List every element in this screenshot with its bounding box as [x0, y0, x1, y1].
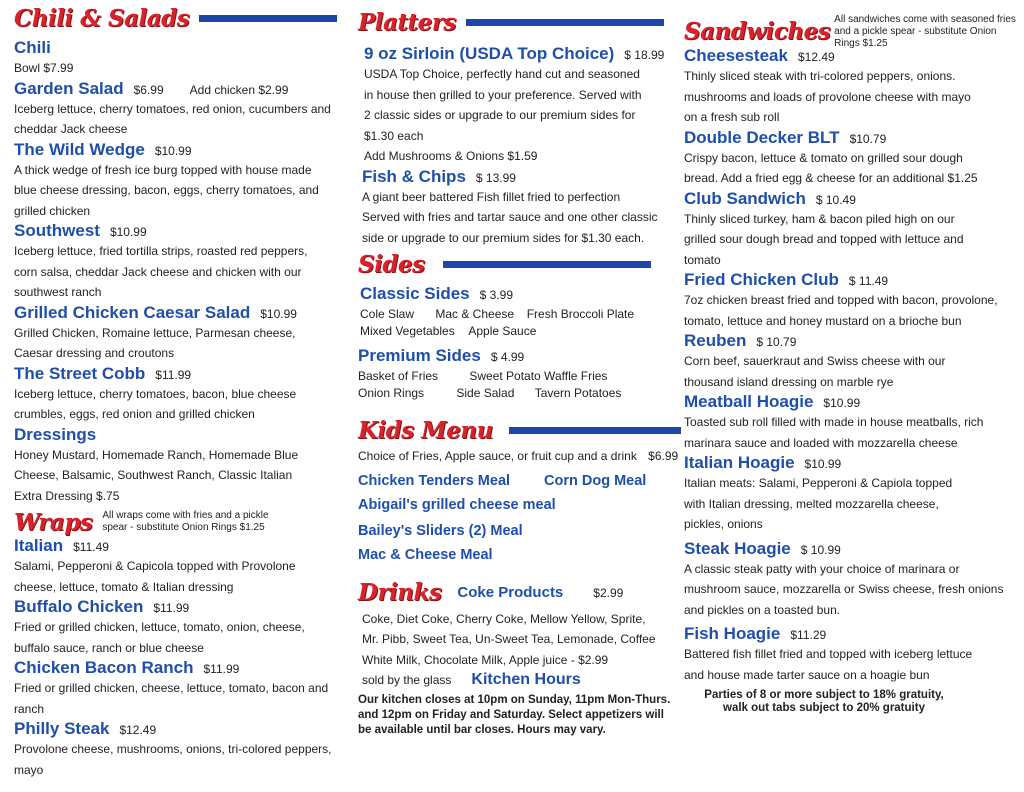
column-chili-salads-wraps	[14, 0, 332, 780]
drink-name: Coke Products	[457, 584, 564, 601]
divider-bar	[509, 427, 681, 434]
section-title: Sandwiches	[684, 18, 831, 45]
kids-price: $6.99	[648, 449, 679, 463]
item-price: $11.99	[155, 367, 192, 382]
section-title: Platters	[358, 8, 456, 36]
section-note: All wraps come with fries and a pickle spear - substitute Onion Rings $1.25	[102, 510, 269, 533]
item-name: Cheesesteak	[684, 46, 788, 65]
item-price: $ 18.99	[624, 48, 665, 62]
column-sandwiches	[684, 0, 1016, 715]
section-title: Kids Menu	[358, 416, 493, 444]
item-desc: 7oz chicken breast fried and topped with bacon, provolone, tomato, lettuce and honey mustard on a brioche bun	[684, 293, 998, 328]
item-desc: A thick wedge of fresh ice burg topped with house made blue cheese dressing, bacon, eggs, cherry tomatoes, and grilled chicken	[14, 162, 319, 218]
divider-bar	[199, 15, 337, 22]
menu-item-italian-wrap	[14, 536, 332, 597]
kids-menu-list	[358, 446, 680, 567]
side-option: Fresh Broccoli Plate	[526, 307, 635, 321]
menu-item-cheesesteak	[684, 46, 1016, 128]
item-desc: Corn beef, sauerkraut and Swiss cheese with our thousand island dressing on marble rye	[684, 354, 946, 389]
side-option: Cole Slaw	[360, 307, 415, 321]
item-name: The Wild Wedge	[14, 139, 145, 159]
item-desc: Grilled Chicken, Romaine lettuce, Parmesan cheese, Caesar dressing and croutons	[14, 325, 296, 360]
section-title: Sides	[358, 250, 425, 278]
item-price: $11.99	[153, 601, 190, 615]
item-desc: A giant beer battered Fish fillet fried to perfection Served with fries and tartar sauce and one other classic side or upgrade to our premium sides for $1.30 each.	[362, 189, 658, 245]
menu-item-meatball-hoagie	[684, 392, 1016, 453]
menu-item-street-cobb	[14, 364, 332, 425]
menu-item-sirloin	[358, 44, 680, 167]
section-header-kids-menu	[358, 416, 680, 444]
item-price: $12.49	[797, 50, 835, 64]
section-title: Drinks	[358, 579, 442, 606]
item-name: Fish & Chips	[362, 166, 466, 186]
item-desc: Toasted sub roll filled with made in house meatballs, rich marinara sauce and loaded with mozzarella cheese	[684, 415, 984, 450]
item-desc: USDA Top Choice, perfectly hand cut and seasoned in house then grilled to your preference. Served with 2 classic sides or upgrade to our premium sides for $1.30 each	[364, 67, 642, 143]
side-option: Tavern Potatoes	[534, 386, 622, 400]
kitchen-hours-title: Kitchen Hours	[471, 671, 581, 689]
kitchen-hours-text: Our kitchen closes at 10pm on Sunday, 11pm Mon-Thurs. and 12pm on Friday and Saturday. Select appetizers will be available until bar closes. Hours may vary.	[358, 693, 671, 736]
section-title: Wraps	[14, 508, 93, 536]
item-price: $ 13.99	[475, 170, 516, 185]
item-name: The Street Cobb	[14, 363, 146, 383]
menu-item-fish-chips	[358, 167, 680, 249]
drinks-sold: sold by the glass	[362, 673, 452, 687]
item-addon: Add chicken $2.99	[189, 82, 289, 97]
side-option: Apple Sauce	[468, 324, 537, 338]
gratuity-line-1: Parties of 8 or more subject to 18% gratuity,	[704, 689, 944, 701]
menu-item-dressings	[14, 425, 332, 507]
item-name: Meatball Hoagie	[684, 392, 814, 411]
item-desc: Iceberg lettuce, cherry tomatoes, bacon, blue cheese crumbles, eggs, red onion and grilled chicken	[14, 386, 297, 421]
column-platters-sides-kids-drinks	[358, 0, 680, 738]
item-price: $10.99	[154, 143, 192, 158]
kids-desc: Choice of Fries, Apple sauce, or fruit cup and a drink	[358, 449, 637, 463]
menu-item-premium-sides	[358, 346, 680, 402]
item-price: $6.99	[133, 82, 164, 97]
item-name: 9 oz Sirloin (USDA Top Choice)	[364, 44, 615, 63]
item-price: $10.99	[823, 396, 861, 410]
item-desc: Provolone cheese, mushrooms, onions, tri-colored peppers, mayo	[14, 742, 332, 777]
item-name: Fish Hoagie	[684, 624, 781, 643]
item-desc: Thinly sliced turkey, ham & bacon piled high on our grilled sour dough bread and topped with lettuce and tomato	[684, 211, 964, 267]
item-name: Reuben	[684, 331, 747, 350]
section-title: Chili & Salads	[14, 4, 190, 32]
menu-item-philly-steak	[14, 719, 332, 780]
item-desc: Fried or grilled chicken, lettuce, tomato, onion, cheese, buffalo sauce, ranch or blue cheese	[14, 620, 305, 655]
item-name: Steak Hoagie	[684, 538, 791, 558]
item-name: Garden Salad	[14, 78, 124, 98]
item-price: $ 10.49	[815, 192, 856, 207]
item-addon: Add Mushrooms & Onions $1.59	[364, 149, 538, 163]
item-desc: A classic steak patty with your choice of marinara or mushroom sauce, mozzarella or Swiss cheese, fresh onions and pickles on a toasted bun.	[684, 561, 1004, 617]
section-note: All sandwiches come with seasoned fries and a pickle spear - substitute Onion Rings $1.25	[834, 14, 1016, 49]
menu-item-chili	[14, 38, 332, 79]
menu-item-chicken-bacon-ranch	[14, 658, 332, 719]
item-desc: Italian meats: Salami, Pepperoni & Capiola topped with Italian dressing, melted mozzarella cheese, pickles, onions	[684, 476, 953, 531]
section-header-wraps	[14, 508, 332, 536]
item-name: Southwest	[14, 221, 100, 240]
item-price: $10.79	[849, 131, 887, 146]
menu-item-caesar-salad	[14, 303, 332, 364]
item-price: $ 10.79	[756, 335, 797, 349]
item-desc: Salami, Pepperoni & Capicola topped with Provolone cheese, lettuce, tomato & Italian dressing	[14, 559, 296, 594]
menu-item-steak-hoagie	[684, 539, 1016, 621]
item-desc: Bowl $7.99	[14, 61, 74, 75]
item-price: $10.99	[109, 225, 147, 239]
item-price: $11.99	[203, 662, 240, 676]
gratuity-line-2: walk out tabs subject to 20% gratuity	[723, 702, 925, 714]
item-price: $10.99	[260, 306, 297, 321]
side-option: Onion Rings	[358, 386, 425, 400]
section-header-sides	[358, 250, 680, 278]
drinks-details	[358, 609, 680, 691]
item-name: Italian	[14, 536, 64, 555]
item-desc: Thinly sliced steak with tri-colored peppers, onions. mushrooms and loads of provolone cheese with mayo on a fresh sub roll	[684, 69, 971, 124]
item-name: Buffalo Chicken	[14, 597, 144, 616]
menu-item-fried-chicken-club	[684, 270, 1016, 331]
kids-item: Mac & Cheese Meal	[358, 546, 493, 563]
side-option: Mixed Vegetables	[360, 324, 455, 338]
item-name: Premium Sides	[358, 346, 481, 365]
menu-item-wild-wedge	[14, 140, 332, 222]
side-option: Sweet Potato Waffle Fries	[469, 369, 608, 383]
section-header-sandwiches	[684, 14, 1016, 49]
menu-item-italian-hoagie	[684, 453, 1016, 535]
item-price: $ 10.99	[800, 542, 841, 557]
kids-item: Corn Dog Meal	[544, 472, 647, 489]
item-price: $12.49	[119, 723, 157, 737]
item-name: Grilled Chicken Caesar Salad	[14, 302, 251, 322]
side-option: Mac & Cheese	[435, 307, 515, 321]
section-header-drinks	[358, 579, 680, 607]
menu-item-reuben	[684, 331, 1016, 392]
item-price: $10.99	[804, 457, 842, 471]
item-name: Double Decker BLT	[684, 127, 840, 147]
drinks-milk: White Milk, Chocolate Milk, Apple juice - $2.99	[362, 652, 609, 667]
side-option: Basket of Fries	[358, 369, 439, 383]
kids-item: Chicken Tenders Meal	[358, 472, 511, 489]
menu-item-fish-hoagie	[684, 624, 1016, 685]
item-price: $11.49	[73, 540, 109, 554]
side-option: Side Salad	[456, 386, 515, 400]
section-header-chili-salads	[14, 4, 332, 32]
item-name: Club Sandwich	[684, 188, 806, 208]
item-name: Chili	[14, 38, 51, 57]
item-extra: Extra Dressing $.75	[14, 488, 120, 503]
item-price: $ 4.99	[490, 350, 525, 364]
kids-item: Abigail's grilled cheese meal	[358, 496, 556, 513]
item-price: $ 11.49	[848, 274, 889, 288]
divider-bar	[443, 261, 651, 268]
item-desc: Crispy bacon, lettuce & tomato on grilled sour dough bread. Add a fried egg & cheese for an additional $1.25	[684, 150, 978, 185]
item-name: Classic Sides	[360, 284, 470, 303]
item-name: Italian Hoagie	[684, 453, 795, 472]
menu-item-club-sandwich	[684, 189, 1016, 271]
menu-item-classic-sides	[358, 284, 680, 340]
drink-price: $2.99	[593, 585, 624, 600]
item-name: Dressings	[14, 424, 97, 444]
item-name: Fried Chicken Club	[684, 270, 839, 289]
item-price: $11.29	[790, 628, 827, 642]
item-desc: Battered fish fillet fried and topped with iceberg lettuce and house made tarter sauce on a hoagie bun	[684, 647, 973, 682]
menu-item-southwest	[14, 221, 332, 303]
menu-item-buffalo-chicken	[14, 597, 332, 658]
drinks-list: Coke, Diet Coke, Cherry Coke, Mellow Yellow, Sprite, Mr. Pibb, Sweet Tea, Un-Sweet Tea, Lemonade, Coffee	[362, 611, 656, 646]
item-name: Chicken Bacon Ranch	[14, 658, 194, 677]
item-name: Philly Steak	[14, 719, 110, 738]
divider-bar	[466, 19, 664, 26]
item-desc: Fried or grilled chicken, cheese, lettuce, tomato, bacon and ranch	[14, 681, 329, 716]
item-price: $ 3.99	[479, 288, 513, 302]
menu-item-garden-salad	[14, 79, 332, 140]
gratuity-note	[684, 689, 964, 715]
kids-item: Bailey's Sliders (2) Meal	[358, 522, 523, 539]
item-desc: Iceberg lettuce, fried tortilla strips, roasted red peppers, corn salsa, cheddar Jack cheese and chicken with our southwest ranch	[14, 244, 308, 299]
item-desc: Honey Mustard, Homemade Ranch, Homemade Blue Cheese, Balsamic, Southwest Ranch, Classic Italian	[14, 447, 299, 482]
menu-item-double-decker-blt	[684, 128, 1016, 189]
section-header-platters	[358, 8, 680, 36]
item-desc: Iceberg lettuce, cherry tomatoes, red onion, cucumbers and cheddar Jack cheese	[14, 101, 331, 136]
